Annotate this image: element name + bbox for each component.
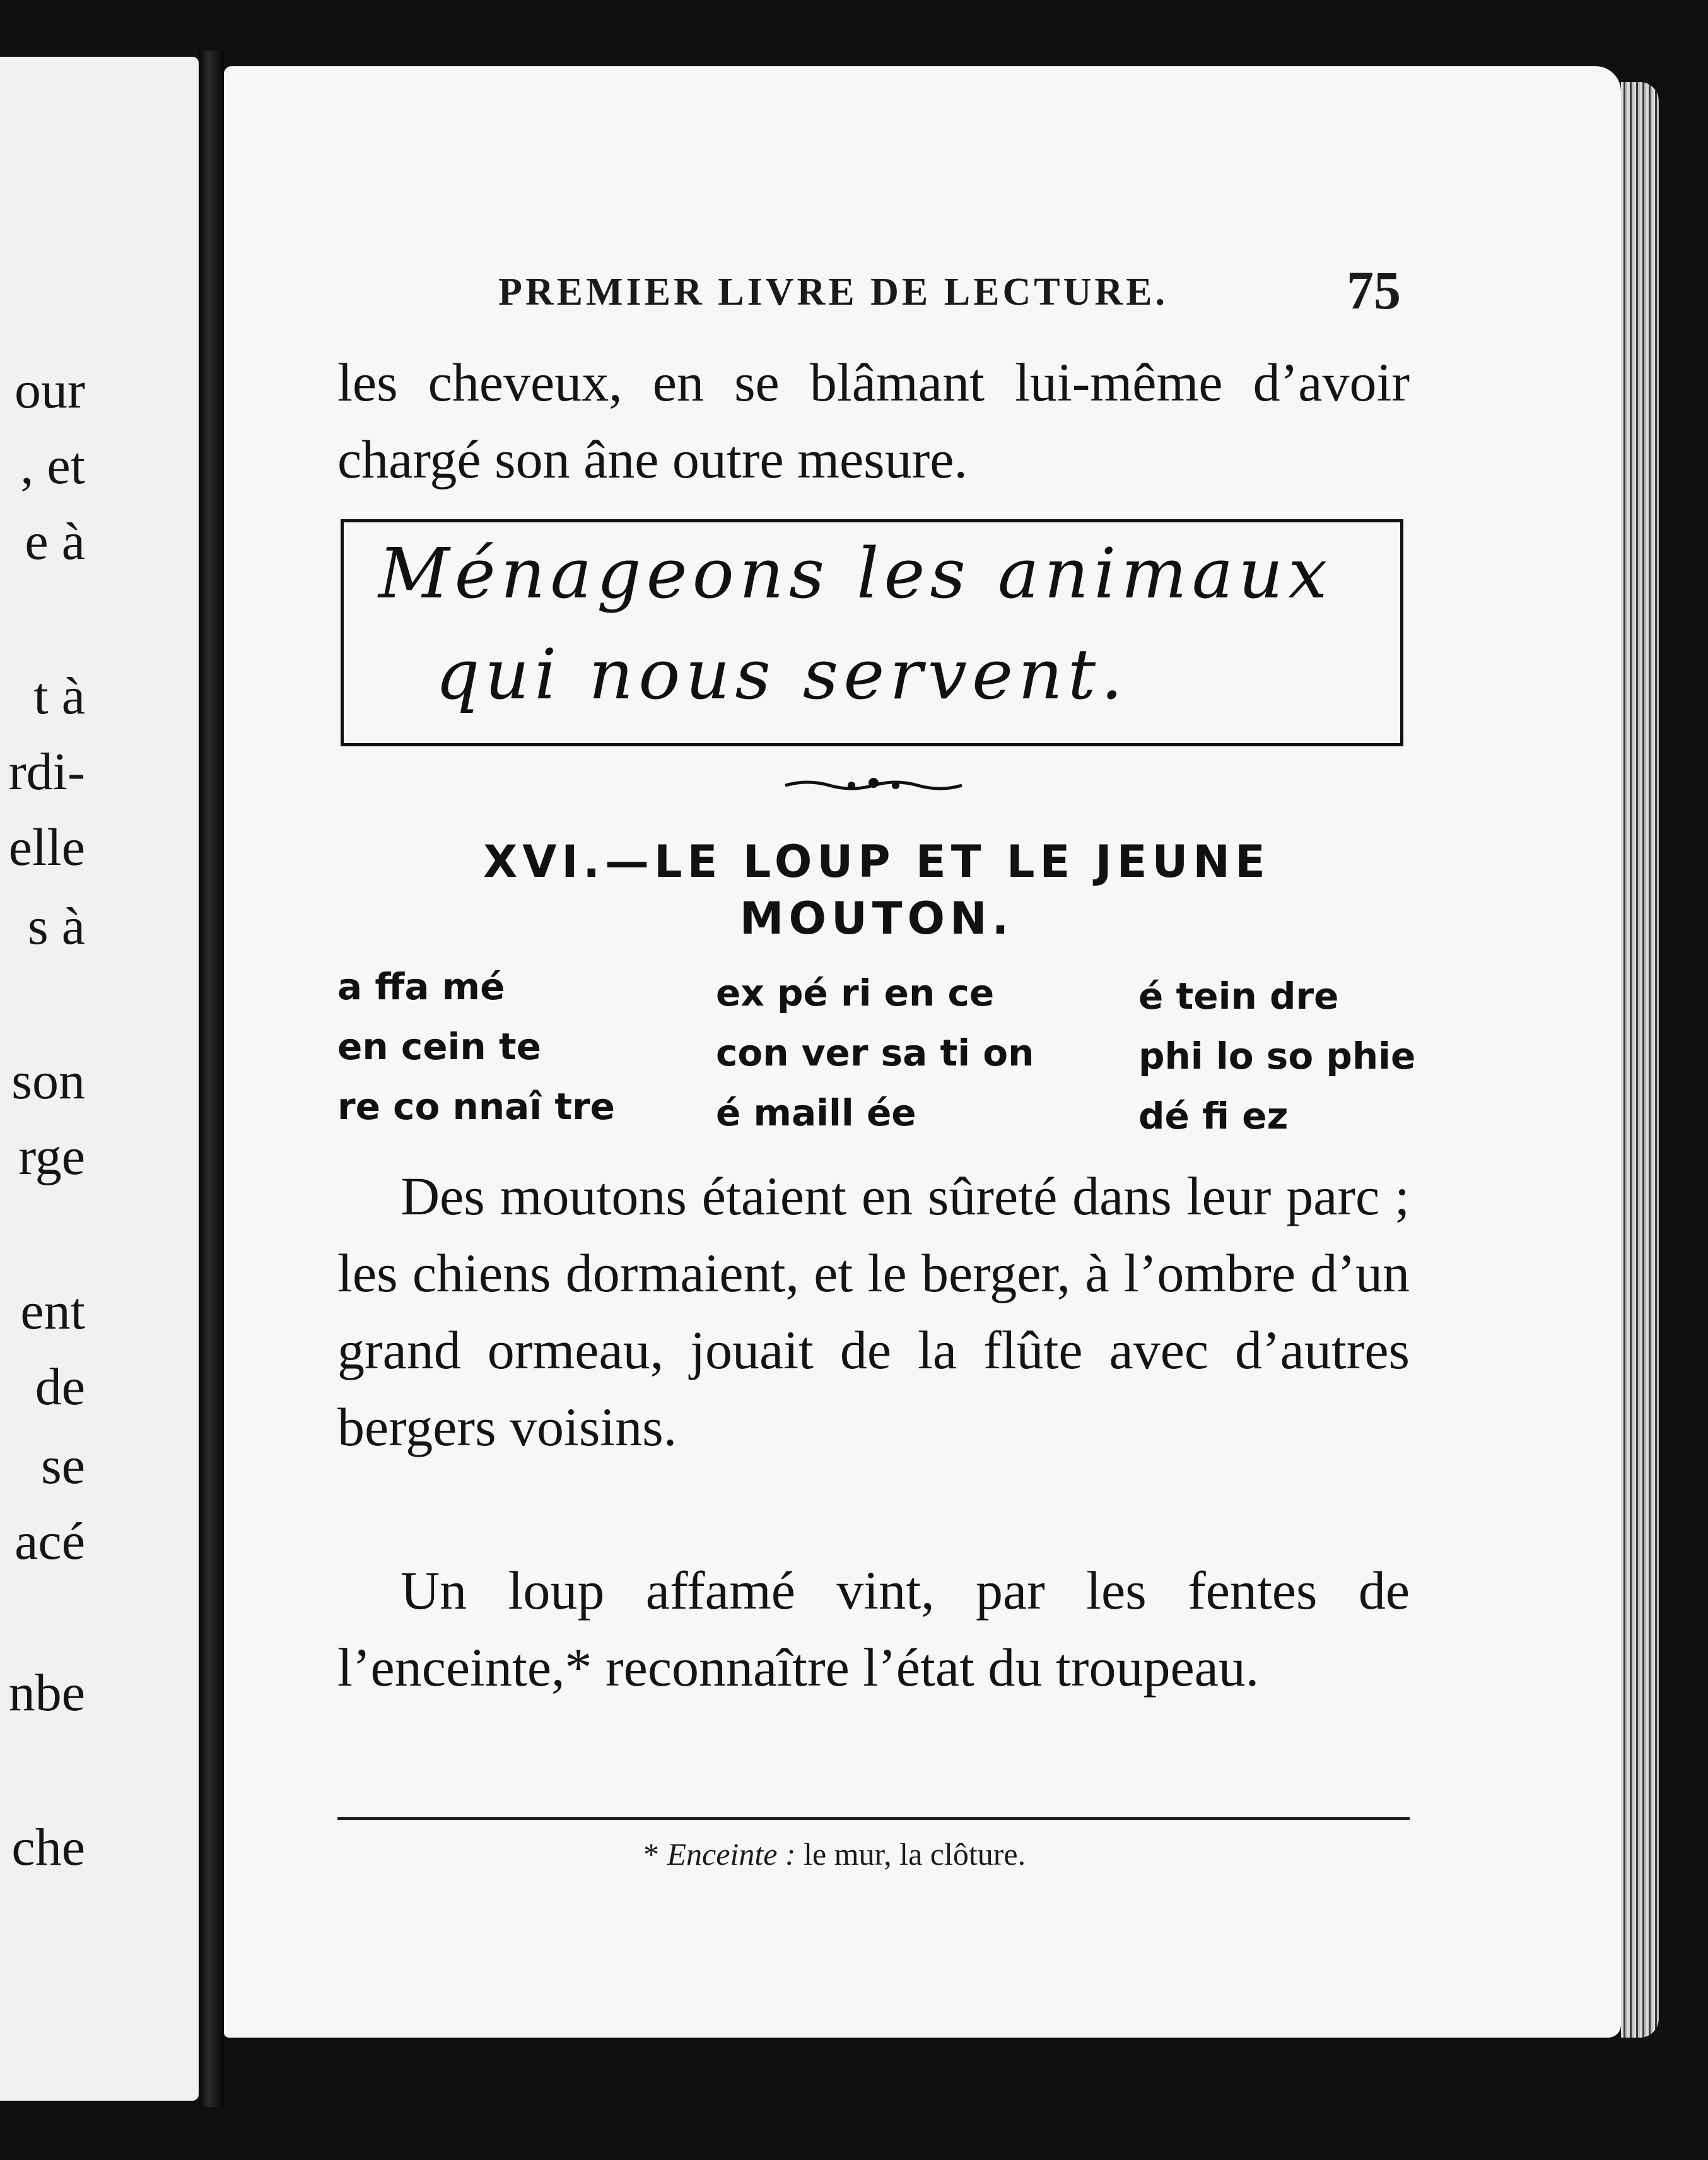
running-title: PREMIER LIVRE DE LECTURE. — [498, 271, 1169, 314]
paragraph-1: Des moutons étaient en sûreté dans leur parc ; les chiens dormaient, et le berger, à l’ombre d’un grand ormeau, jouait de la flûte avec d’autres bergers voisins. — [337, 1166, 1410, 1457]
vocab-word: a ffa mé — [337, 965, 505, 1008]
ornament-divider — [782, 773, 965, 798]
left-fragment: our — [15, 361, 85, 420]
footnote-rule — [337, 1817, 1410, 1820]
vocab-word: con ver sa ti on — [716, 1031, 1034, 1074]
book-gutter — [199, 50, 224, 2107]
left-fragment: de — [35, 1358, 85, 1416]
left-fragment: t à — [33, 667, 85, 725]
footnote-definition: le mur, la clôture. — [804, 1836, 1026, 1872]
vocab-word: é tein dre — [1138, 975, 1339, 1018]
continuation-paragraph: les cheveux, en se blâmant lui-même d’avoir chargé son âne outre mesure. — [337, 352, 1410, 490]
left-fragment: e à — [25, 512, 85, 571]
lesson-title-line-2: MOUTON. — [739, 893, 1014, 944]
vocab-word: ex pé ri en ce — [716, 971, 995, 1014]
left-fragment: acé — [15, 1512, 85, 1571]
vocab-word: re co nnaî tre — [337, 1085, 616, 1128]
lesson-title-line-1: XVI.—LE LOUP ET LE JEUNE — [483, 836, 1270, 888]
vocab-word: é maill ée — [716, 1091, 916, 1134]
left-fragment: son — [11, 1052, 85, 1110]
motto-line-1: Ménageons les animaux — [378, 533, 1333, 614]
left-fragment: s à — [28, 897, 85, 956]
page-number: 75 — [1347, 260, 1401, 320]
footnote-term: Enceinte : — [667, 1836, 796, 1872]
footnote — [643, 1836, 1026, 1872]
vocab-word: en cein te — [337, 1025, 541, 1068]
page-edges — [1621, 82, 1659, 2038]
vocab-word: dé fi ez — [1138, 1095, 1289, 1137]
left-fragment: che — [11, 1818, 85, 1877]
previous-page — [0, 57, 199, 2101]
vocab-word: phi lo so phie — [1138, 1035, 1416, 1077]
left-fragment: nbe — [8, 1664, 85, 1722]
left-fragment: rge — [18, 1127, 85, 1186]
paragraph-2: Un loup affamé vint, par les fentes de l’enceinte,* reconnaître l’état du troupeau. — [337, 1560, 1410, 1698]
left-fragment: se — [41, 1436, 85, 1495]
motto-line-2: qui nous servent. — [435, 634, 1128, 715]
left-fragment: elle — [8, 818, 85, 877]
left-fragment: , et — [20, 437, 85, 495]
left-fragment: ent — [20, 1282, 85, 1341]
left-fragment: rdi- — [8, 742, 85, 801]
footnote-marker: * — [643, 1836, 659, 1872]
